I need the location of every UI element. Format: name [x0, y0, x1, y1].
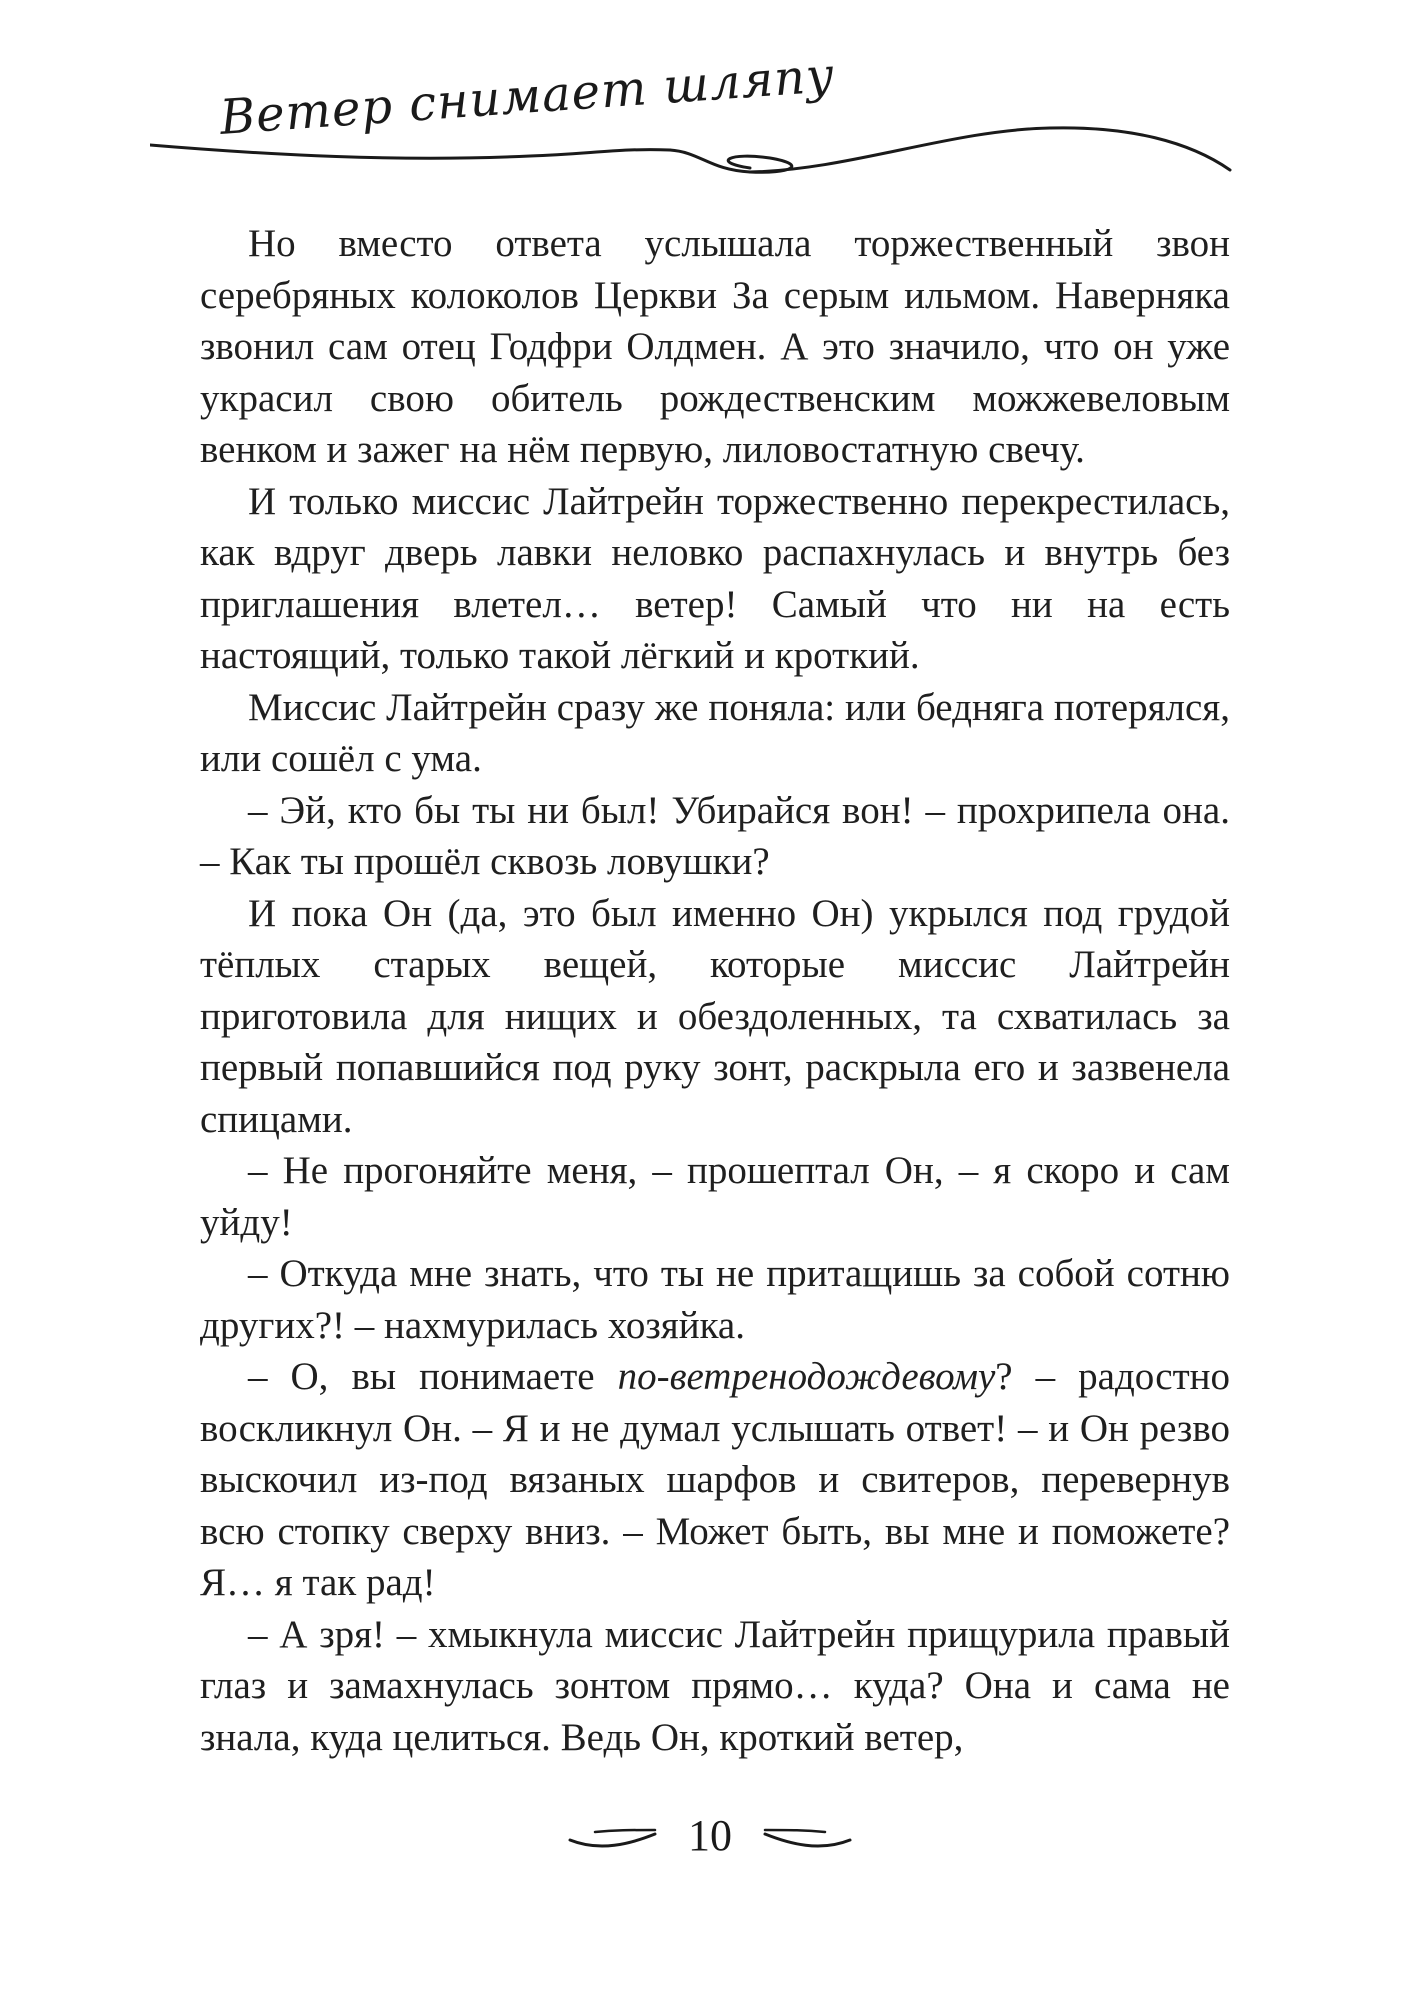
paragraph-6: – Не прогоняйте меня, – прошептал Он, – я скоро и сам уйду!: [200, 1149, 1230, 1244]
paragraph-8-after: ? – радостно воскликнул Он. – Я и не думал услышать ответ! – и Он резво выскочил из-под вязаных шарфов и свитеров, перевернув всю стопку сверху вниз. – Может быть, вы мне и поможете? Я… я так рад!: [200, 1355, 1230, 1604]
paragraph-5: И пока Он (да, это был именно Он) укрылся под грудой тёплых старых вещей, которые миссис Лайтрейн приготовила для нищих и обездоленных, та схватилась за первый попавшийся под руку зонт, раскрыла его и зазвенела спицами.: [200, 891, 1230, 1141]
page-number: 10: [688, 1811, 732, 1860]
body-text: [200, 218, 1230, 1763]
paragraph-4: – Эй, кто бы ты ни был! Убирайся вон! – прохрипела она. – Как ты прошёл сквозь ловушки?: [200, 788, 1230, 883]
paragraph-7: – Откуда мне знать, что ты не притащишь за собой сотню других?! – нахмурилась хозяйка.: [200, 1252, 1230, 1347]
paragraph-8: [200, 1351, 1230, 1609]
paragraph-2: И только миссис Лайтрейн торжественно перекрестилась, как вдруг дверь лавки неловко распахнулась и внутрь без приглашения влетел… ветер! Самый что ни на есть настоящий, только такой лёгкий и кроткий.: [200, 479, 1230, 677]
page-footer: [560, 1800, 860, 1870]
paragraph-9: – А зря! – хмыкнула миссис Лайтрейн прищурила правый глаз и замахнулась зонтом прямо… куда? Она и сама не знала, куда целиться. Ведь Он, кроткий ветер,: [200, 1612, 1230, 1759]
running-head-title: Ветер снимает шляпу: [218, 47, 837, 146]
paragraph-8-before: – О, вы понимаете: [248, 1355, 618, 1398]
paragraph-3: Миссис Лайтрейн сразу же поняла: или бедняга потерялся, или сошёл с ума.: [200, 685, 1230, 780]
running-head: [150, 47, 1250, 220]
paragraph-8-emphasis: по-ветренодождевому: [617, 1355, 996, 1398]
paragraph-1: Но вместо ответа услышала торжественный звон серебряных колоколов Церкви За серым ильмом. Наверняка звонил сам отец Годфри Олдмен. А это значило, что он уже украсил свою обитель рождественским можжевеловым венком и зажег на нём первую, лиловостатную свечу.: [200, 222, 1230, 471]
